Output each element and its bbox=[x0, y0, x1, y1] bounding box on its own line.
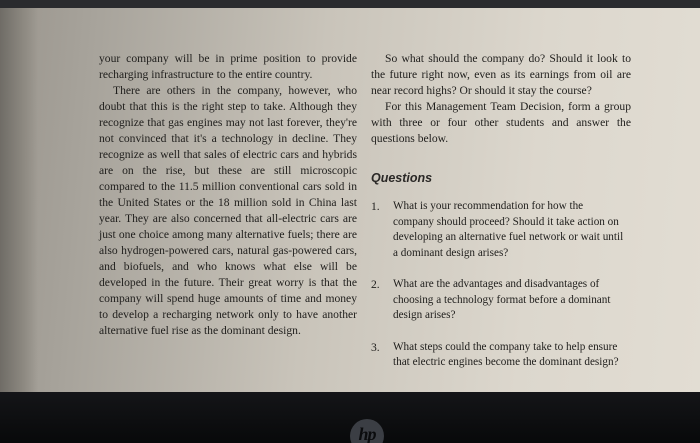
page-top-bar bbox=[0, 0, 700, 8]
question-number: 1. bbox=[371, 200, 380, 213]
right-paragraph-2: For this Management Team Decision, form a group with three or four other students and answer the questions below. bbox=[371, 100, 631, 145]
left-column bbox=[99, 51, 357, 339]
question-text: What is your recommendation for how the company should proceed? Should it take action on developing an alternative fuel network or wait until a dominant design arises? bbox=[393, 200, 624, 259]
page-shadow-edge bbox=[0, 8, 38, 392]
question-text: What steps could the company take to help ensure that electric engines become the dominant design? bbox=[393, 340, 619, 368]
left-paragraph-1: your company will be in prime position to provide recharging infrastructure to the entire country. bbox=[99, 52, 357, 81]
question-item-2 bbox=[371, 277, 631, 324]
right-column bbox=[371, 51, 631, 387]
question-item-1 bbox=[371, 199, 631, 261]
right-paragraph-1: So what should the company do? Should it look to the future right now, even as its earnings from oil are near record highs? Or should it stay the course? bbox=[371, 52, 631, 97]
question-item-3 bbox=[371, 340, 631, 371]
question-number: 2. bbox=[371, 278, 380, 291]
question-number: 3. bbox=[371, 340, 380, 354]
hp-logo-icon: hp bbox=[350, 419, 384, 443]
question-text: What are the advantages and disadvantages of choosing a technology format before a dominant design arises? bbox=[393, 278, 611, 321]
questions-heading: Questions bbox=[371, 171, 433, 185]
left-paragraph-2: There are others in the company, however, who doubt that this is the right step to take. Although they recognize that gas engines may not last forever, they're not convinced that it's a technology in decline. They recognize as well that sales of electric cars and hybrids are on the rise, but these are still microscopic compared to the 11.5 million conventional cars sold in the United States or the 18 million sold in China last year. They are also concerned that all-electric cars are just one choice among many alternative fuels; there are also hydrogen-powered cars, natural gas-powered cars, and biofuels, and who knows what else will be developed in the future. Their great worry is that the company will spend huge amounts of time and money to develop a recharging network only to have another alternative fuel rise as the dominant design. bbox=[99, 84, 357, 337]
